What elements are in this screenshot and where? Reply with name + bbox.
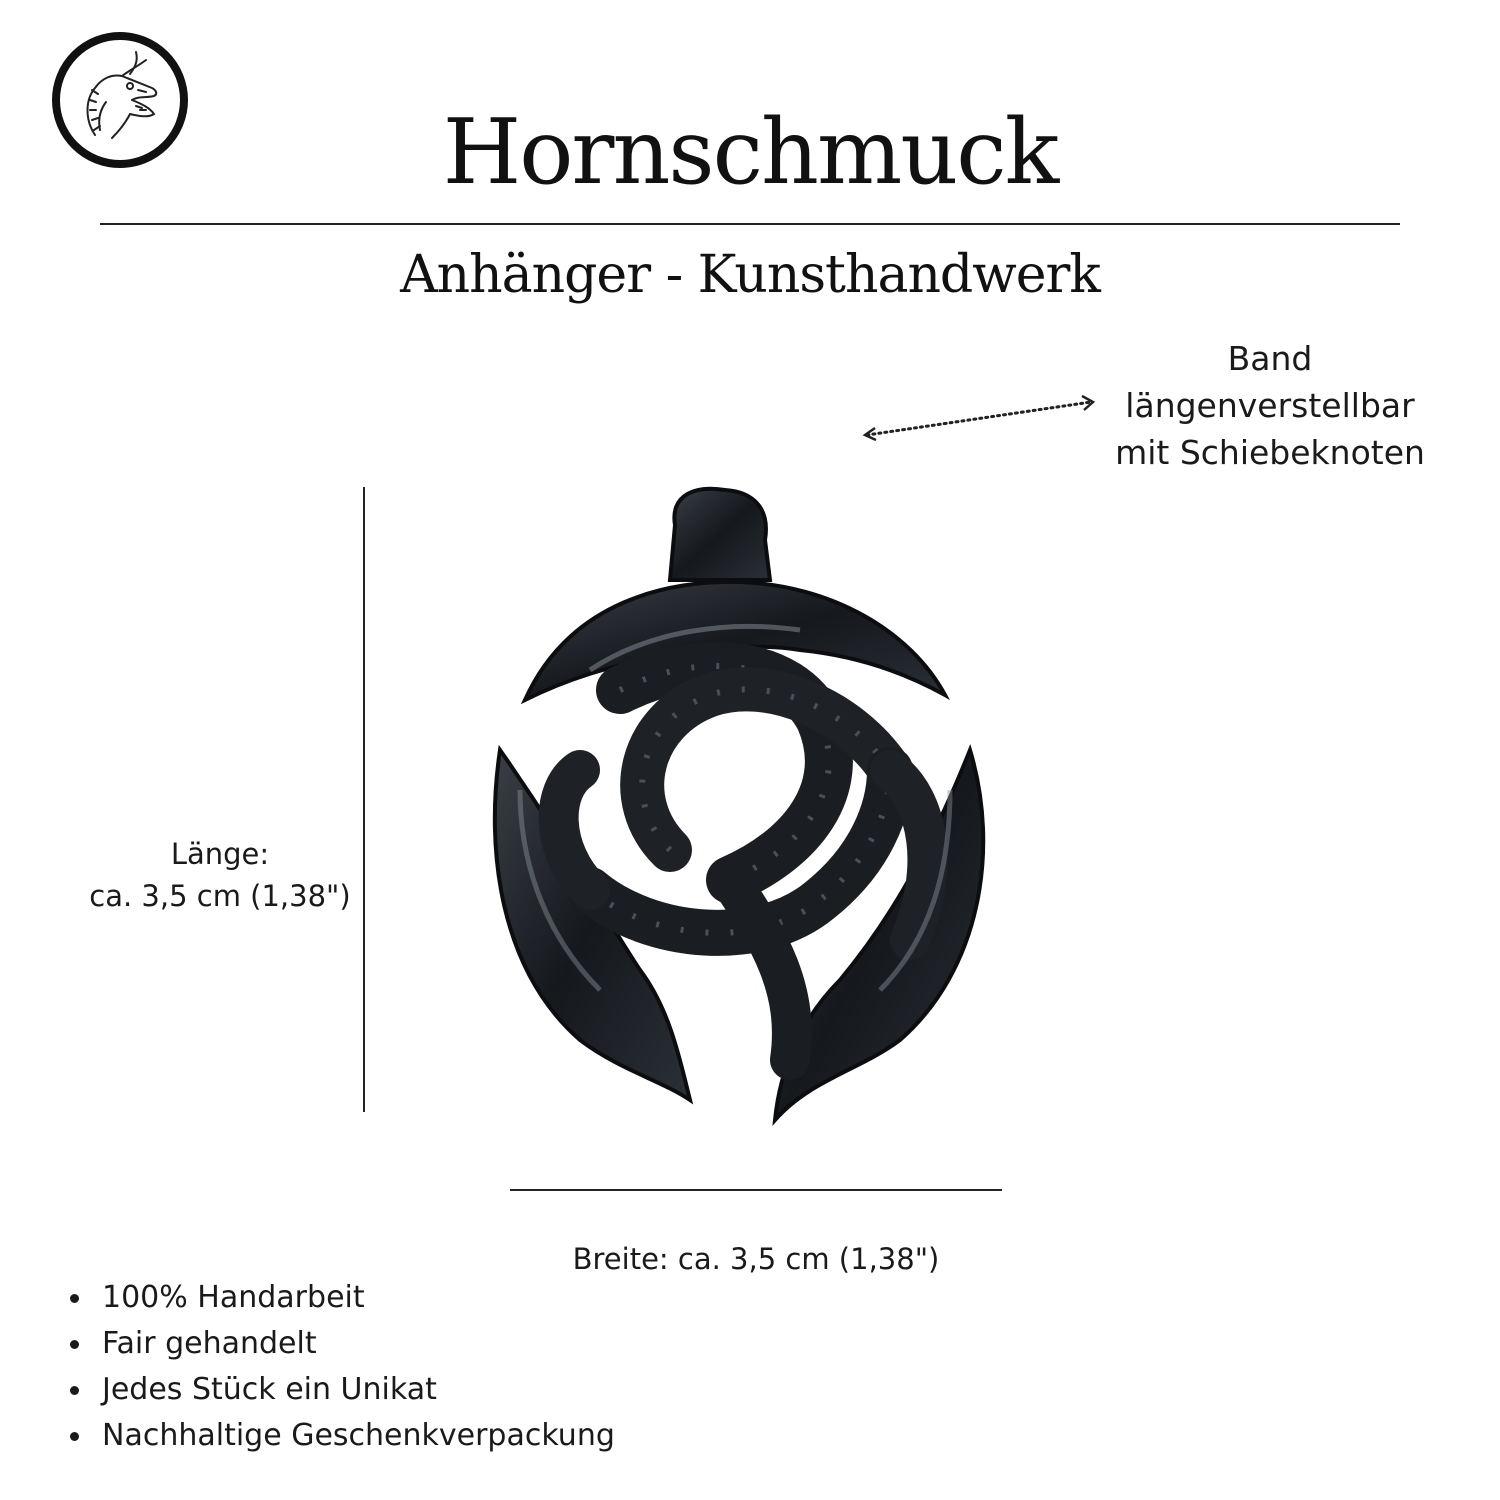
- length-label-title: Länge:: [170, 837, 270, 871]
- length-dimension-line: [363, 487, 365, 1112]
- band-note: [1080, 335, 1460, 476]
- celtic-triskele-pendant-icon: [470, 470, 1030, 1150]
- title-divider: [100, 223, 1400, 225]
- list-item: Fair gehandelt: [60, 1321, 615, 1367]
- band-note-line: längenverstellbar: [1125, 386, 1415, 425]
- width-label: Breite: ca. 3,5 cm (1,38"): [572, 1242, 940, 1276]
- width-dimension-line: [510, 1189, 1002, 1191]
- length-label: [60, 833, 380, 917]
- list-item: Jedes Stück ein Unikat: [60, 1367, 615, 1413]
- page-subtitle: Anhänger - Kunsthandwerk: [400, 245, 1100, 305]
- feature-list: [60, 1275, 615, 1459]
- list-item: 100% Handarbeit: [60, 1275, 615, 1321]
- list-item: Nachhaltige Geschenkverpackung: [60, 1413, 615, 1459]
- page-title: Hornschmuck: [442, 100, 1058, 205]
- dotted-double-arrow-icon: [855, 390, 1105, 450]
- band-note-line: mit Schiebeknoten: [1115, 433, 1425, 472]
- length-label-value: ca. 3,5 cm (1,38"): [89, 879, 351, 913]
- band-note-line: Band: [1227, 339, 1313, 378]
